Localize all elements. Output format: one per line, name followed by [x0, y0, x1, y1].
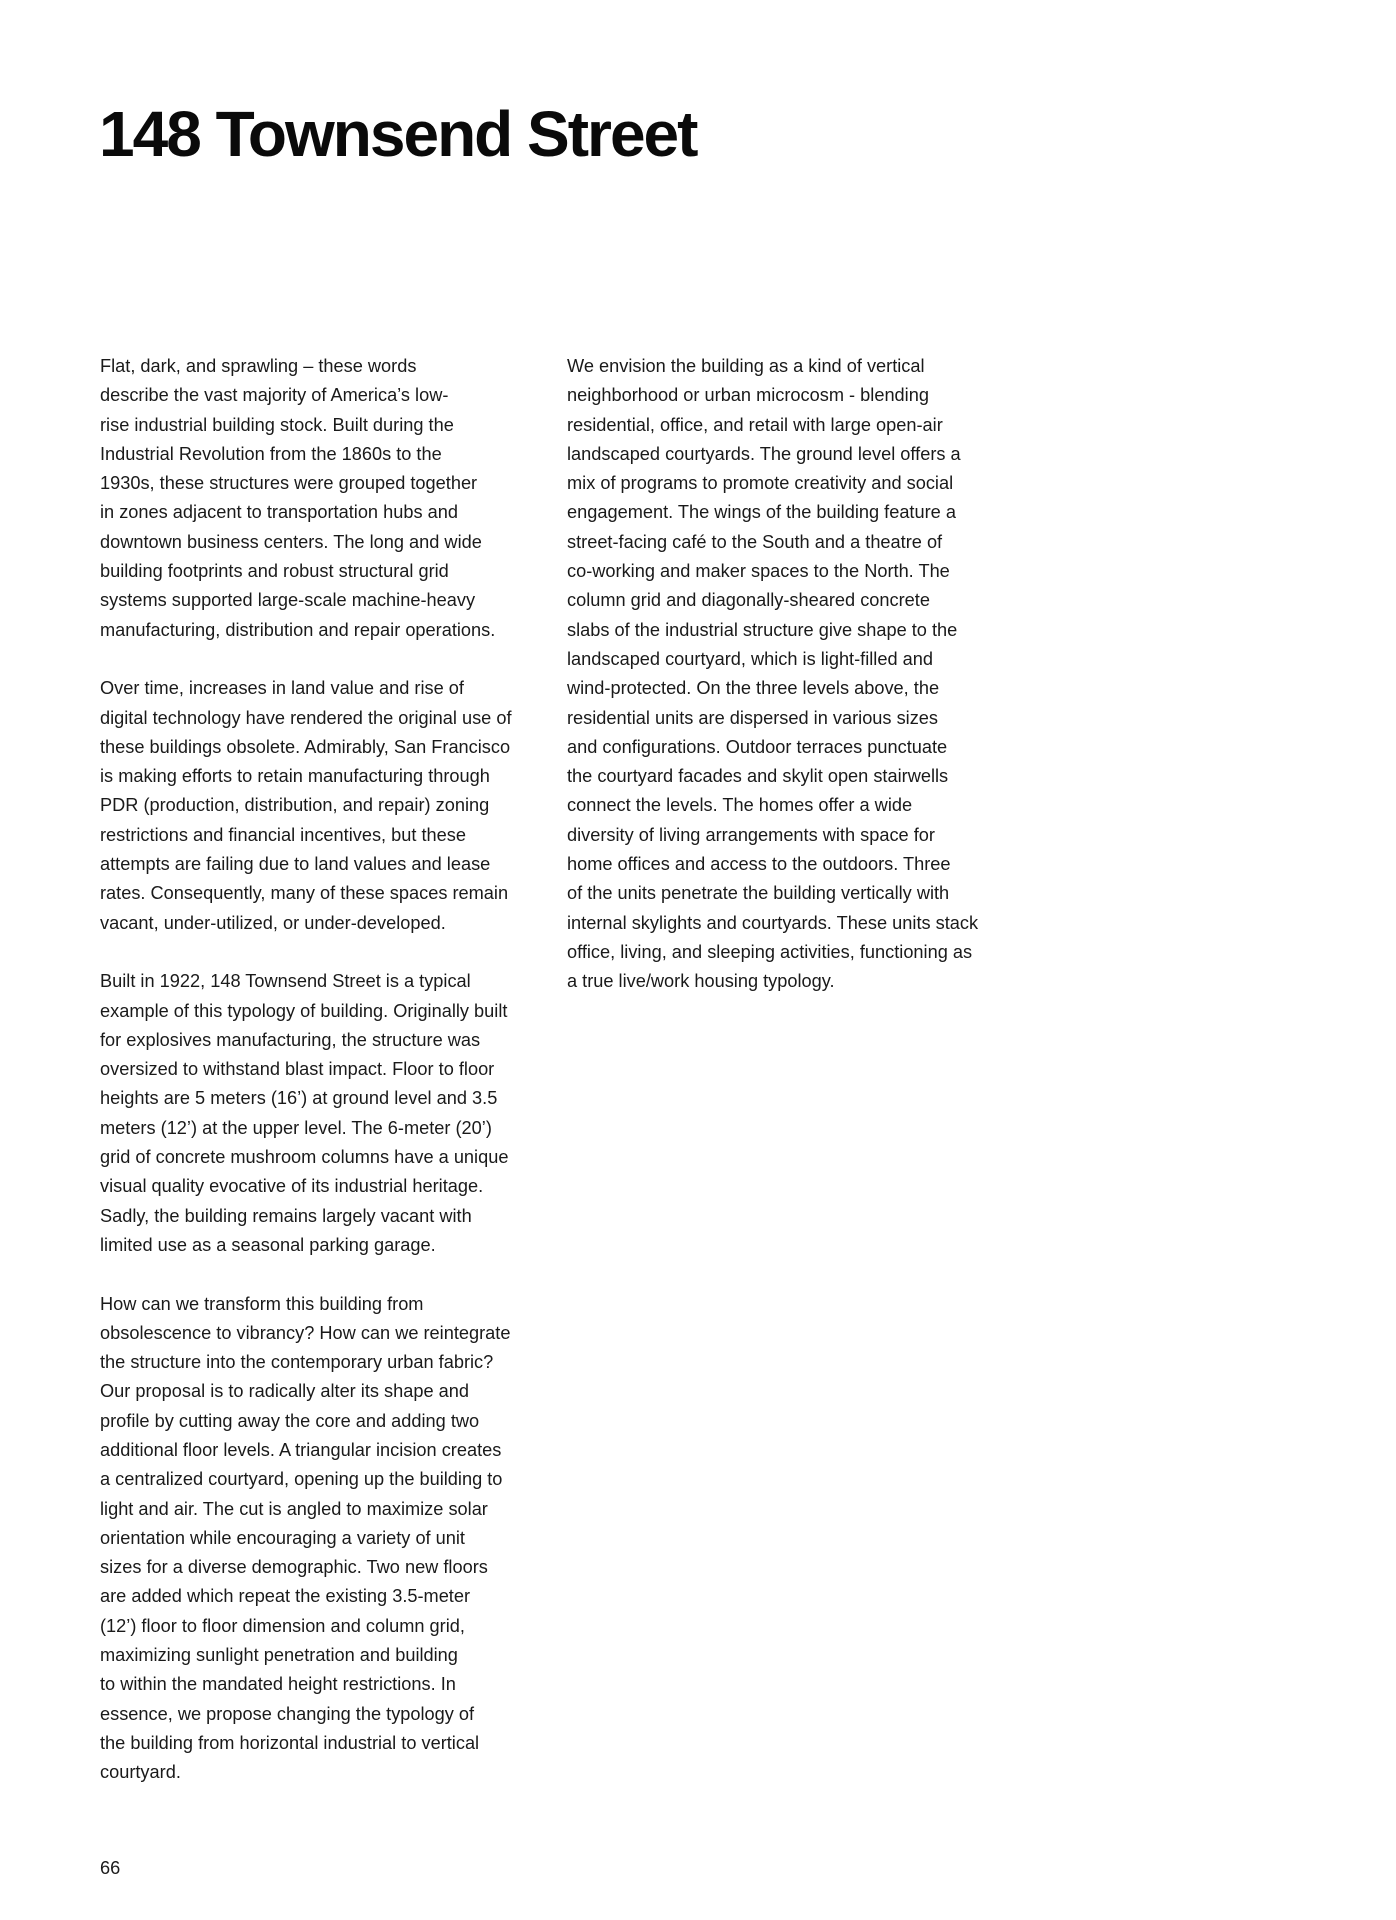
text-line: in zones adjacent to transportation hubs and [100, 502, 458, 523]
text-line: the building from horizontal industrial to vertical [100, 1732, 480, 1753]
text-line: engagement. The wings of the building feature a [567, 502, 956, 523]
text-line: Industrial Revolution from the 1860s to the [100, 443, 442, 464]
text-line: limited use as a seasonal parking garage. [100, 1234, 436, 1255]
text-line: to within the mandated height restrictions. In [100, 1674, 456, 1695]
text-line: light and air. The cut is angled to maximize solar [100, 1498, 488, 1519]
text-line: the structure into the contemporary urban fabric? [100, 1352, 494, 1373]
text-line: (12’) floor to floor dimension and column grid, [100, 1615, 465, 1636]
right-text-column [567, 352, 1007, 997]
text-line: Flat, dark, and sprawling – these words [100, 356, 417, 376]
paragraph [100, 352, 540, 645]
text-line: Sadly, the building remains largely vacant with [100, 1205, 472, 1226]
text-line: mix of programs to promote creativity and social [567, 473, 954, 494]
page-title: 148 Townsend Street [99, 98, 697, 170]
text-line: are added which repeat the existing 3.5-meter [100, 1586, 471, 1607]
text-line: rise industrial building stock. Built during the [100, 414, 454, 435]
text-line: heights are 5 meters (16’) at ground level and 3.5 [100, 1088, 498, 1109]
text-line: a true live/work housing typology. [567, 971, 835, 992]
text-line: slabs of the industrial structure give shape to the [567, 619, 958, 640]
text-line: wind-protected. On the three levels above, the [567, 678, 940, 699]
left-text-column [100, 352, 540, 1788]
text-line: Over time, increases in land value and rise of [100, 678, 464, 699]
paragraph [100, 1290, 540, 1788]
text-line: rates. Consequently, many of these spaces remain [100, 883, 509, 904]
text-line: building footprints and robust structural grid [100, 561, 449, 582]
paragraph [100, 967, 540, 1260]
text-line: 1930s, these structures were grouped together [100, 473, 478, 494]
text-line: for explosives manufacturing, the structure was [100, 1029, 481, 1050]
paragraph-spacer [100, 645, 540, 674]
text-line: street-facing café to the South and a theatre of [567, 531, 943, 552]
text-line: office, living, and sleeping activities, functioning as [567, 941, 973, 962]
text-line: example of this typology of building. Originally built [100, 1000, 508, 1021]
text-line: digital technology have rendered the original use of [100, 707, 512, 728]
paragraph-spacer [100, 1260, 540, 1289]
text-line: maximizing sunlight penetration and building [100, 1645, 458, 1666]
text-line: landscaped courtyards. The ground level offers a [567, 443, 961, 464]
text-line: Built in 1922, 148 Townsend Street is a typical [100, 971, 471, 992]
text-line: connect the levels. The homes offer a wide [567, 795, 913, 816]
text-line: obsolescence to vibrancy? How can we reintegrate [100, 1322, 511, 1343]
text-line: and configurations. Outdoor terraces punctuate [567, 736, 948, 757]
text-line: a centralized courtyard, opening up the building to [100, 1469, 503, 1490]
text-line: How can we transform this building from [100, 1293, 424, 1314]
text-line: diversity of living arrangements with space for [567, 824, 935, 845]
text-line: We envision the building as a kind of vertical [567, 356, 925, 376]
text-line: PDR (production, distribution, and repair) zoning [100, 795, 490, 816]
text-line: downtown business centers. The long and wide [100, 531, 482, 552]
text-line: internal skylights and courtyards. These units stack [567, 912, 979, 933]
paragraph-spacer [100, 938, 540, 967]
text-line: restrictions and financial incentives, but these [100, 824, 466, 845]
page-number: 66 [100, 1858, 121, 1878]
paragraph [100, 674, 540, 938]
text-line: visual quality evocative of its industrial heritage. [100, 1176, 484, 1197]
text-line: describe the vast majority of America’s low- [100, 385, 449, 406]
text-line: these buildings obsolete. Admirably, San Francisco [100, 736, 511, 757]
text-line: the courtyard facades and skylit open stairwells [567, 766, 949, 787]
text-line: column grid and diagonally-sheared concrete [567, 590, 930, 611]
text-line: home offices and access to the outdoors. Three [567, 854, 951, 875]
text-line: grid of concrete mushroom columns have a unique [100, 1147, 509, 1168]
text-line: residential, office, and retail with large open-air [567, 414, 943, 435]
text-line: orientation while encouraging a variety of unit [100, 1527, 465, 1548]
text-line: co-working and maker spaces to the North. The [567, 561, 950, 582]
text-line: landscaped courtyard, which is light-filled and [567, 648, 933, 669]
text-line: residential units are dispersed in various sizes [567, 707, 939, 728]
text-line: sizes for a diverse demographic. Two new floors [100, 1557, 488, 1578]
text-line: is making efforts to retain manufacturing through [100, 766, 490, 787]
text-line: profile by cutting away the core and adding two [100, 1410, 480, 1431]
text-line: of the units penetrate the building vertically with [567, 883, 950, 904]
text-line: systems supported large-scale machine-heavy [100, 590, 476, 611]
text-line: manufacturing, distribution and repair operations. [100, 619, 496, 640]
paragraph [567, 352, 1007, 997]
text-line: meters (12’) at the upper level. The 6-meter (20’) [100, 1117, 492, 1138]
text-line: courtyard. [100, 1762, 181, 1783]
text-line: additional floor levels. A triangular incision creates [100, 1439, 502, 1460]
text-line: Our proposal is to radically alter its shape and [100, 1381, 469, 1402]
text-line: neighborhood or urban microcosm - blending [567, 385, 929, 406]
text-line: attempts are failing due to land values and lease [100, 854, 491, 875]
text-line: essence, we propose changing the typology of [100, 1703, 475, 1724]
text-line: oversized to withstand blast impact. Floor to floor [100, 1059, 495, 1080]
text-line: vacant, under-utilized, or under-developed. [100, 912, 446, 933]
